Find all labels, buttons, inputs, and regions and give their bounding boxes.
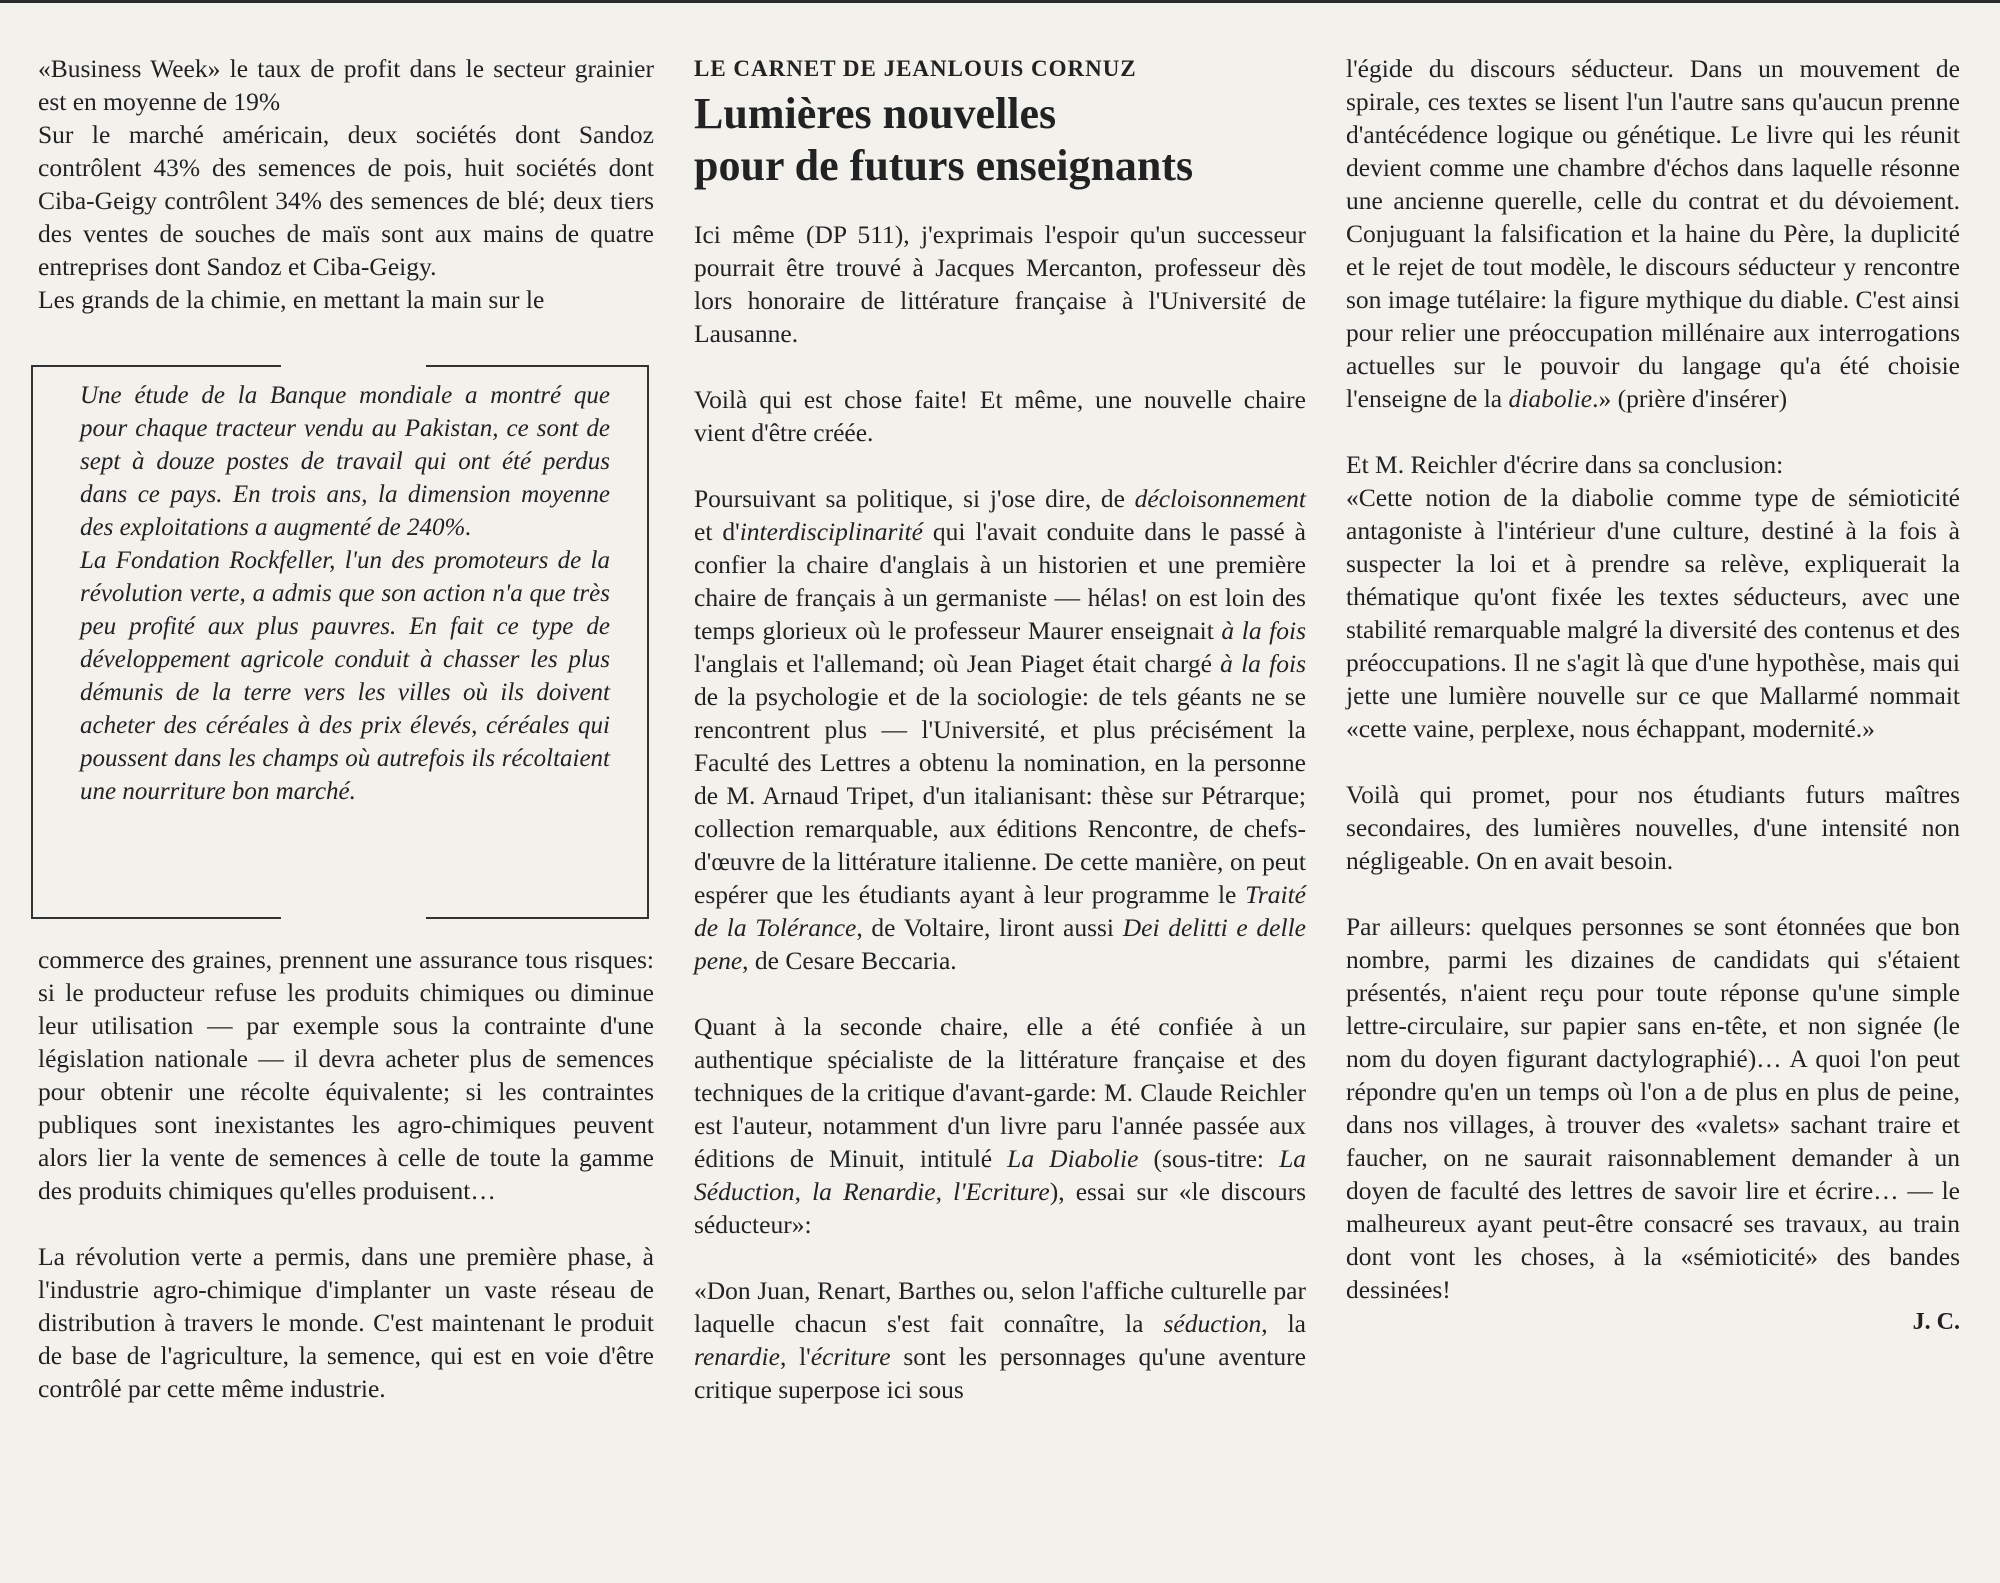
sidebar-box — [38, 349, 654, 943]
paragraph: Quant à la seconde chaire, elle a été confiée à un authentique spécialiste de la littérature française et des techniques de la critique d'avant-garde: M. Claude Reichler est l'auteur, notamment d'un livre paru l'année passée aux éditions de Minuit, intitulé La Diabolie (sous-titre: La Séduction, la Renardie, l'Ecriture), essai sur «le discours séducteur»: — [694, 1012, 1307, 1239]
paragraph: Voilà qui est chose faite! Et même, une nouvelle chaire vient d'être créée. — [694, 385, 1306, 447]
paragraph: Et M. Reichler d'écrire dans sa conclusion: — [1346, 450, 1784, 479]
column-left — [38, 52, 654, 1405]
paragraph: Voilà qui promet, pour nos étudiants futurs maîtres secondaires, des lumières nouvelles, d'une intensité non négligeable. On en avait besoin. — [1346, 780, 1960, 875]
frame-gap-bottom — [281, 915, 426, 921]
box-text — [80, 379, 610, 808]
paragraph: «Business Week» le taux de profit dans le secteur grainier est en moyenne de 19% — [38, 54, 654, 116]
headline-line-2: pour de futurs enseignants — [694, 141, 1194, 190]
paragraph: commerce des graines, prennent une assurance tous risques: si le producteur refuse les produits chimiques ou diminue leur utilisation — par exemple sous la contrainte d'une législation nationale — il devra acheter plus de semences pour obtenir une récolte équivalente; si les contraintes publiques sont inexistantes les agro-chimiques peuvent alors lier la vente de semences à celle de toute la gamme des produits chimiques qu'elles produisent… — [38, 945, 654, 1205]
top-rule — [0, 0, 2000, 3]
box-paragraph: La Fondation Rockfeller, l'un des promoteurs de la révolution verte, a admis que son action n'a que très peu profité aux plus pauvres. En fait ce type de développement agricole conduit à chasser les plus démunis de la terre vers les villes où ils doivent acheter des céréales à des prix élevés, céréales qui poussent dans les champs où autrefois ils récoltaient une nourriture bon marché. — [80, 547, 610, 805]
author-signature: J. C. — [1912, 1309, 1960, 1335]
paragraph: «Don Juan, Renart, Barthes ou, selon l'affiche culturelle par laquelle chacun s'est fait connaître, la séduction, la renardie, l'écriture sont les personnages qu'une aventure critique superpose ici sous — [694, 1276, 1306, 1404]
headline — [694, 88, 1306, 192]
column-middle — [694, 52, 1306, 1406]
paragraph: Poursuivant sa politique, si j'ose dire, de décloisonnement et d'interdisciplinarité qui l'avait conduite dans le passé à confier la chaire d'anglais à un historien et une première chaire de français à un germaniste — hélas! on est loin des temps glorieux où le professeur Maurer enseignait à la fois l'anglais et l'allemand; où Jean Piaget était chargé à la fois de la psychologie et de la sociologie: de tels géants ne se rencontrent plus — l'Université, et plus précisément la Faculté des Lettres a obtenu la nomination, en la personne de M. Arnaud Tripet, d'un italianisant: thèse sur Pétrarque; collection remarquable, aux éditions Rencontre, de chefs-d'œuvre de la littérature italienne. De cette manière, on peut espérer que les étudiants ayant à leur programme le Traité de la Tolérance, de Voltaire, liront aussi Dei delitti e delle pene, de Cesare Beccaria. — [694, 484, 1306, 975]
column-kicker: LE CARNET DE JEANLOUIS CORNUZ — [694, 56, 1137, 81]
spacer — [694, 192, 1306, 218]
frame-gap-top — [281, 363, 426, 369]
box-paragraph: Une étude de la Banque mondiale a montré que pour chaque tracteur vendu au Pakistan, ce sont de sept à douze postes de travail qui ont été perdus dans ce pays. En trois ans, la dimension moyenne des exploitations a augmenté de 240%. — [80, 382, 610, 541]
paragraph: «Cette notion de la diabolie comme type de sémioticité antagoniste à l'intérieur d'une culture, destiné à la fois à suspecter la loi et à prendre sa relève, expliquerait la thématique qu'ont fixée les textes séducteurs, avec une stabilité remarquable malgré la diversité des contenus et des préoccupations. Il ne s'agit là que d'une hypothèse, mais qui jette une lumière nouvelle sur ce que Mallarmé nommait «cette vaine, perplexe, nous échappant, modernité.» — [1346, 483, 1960, 743]
column-right — [1346, 52, 1960, 1339]
headline-line-1: Lumières nouvelles — [694, 89, 1057, 138]
paragraph: Les grands de la chimie, en mettant la main sur le — [38, 285, 545, 314]
paragraph: Sur le marché américain, deux sociétés dont Sandoz contrôlent 43% des semences de pois, huit sociétés dont Ciba-Geigy contrôlent 34% des semences de blé; deux tiers des ventes de souches de maïs sont aux mains de quatre entreprises dont Sandoz et Ciba-Geigy. — [38, 120, 654, 281]
paragraph: Ici même (DP 511), j'exprimais l'espoir qu'un successeur pourrait être trouvé à Jacques Mercanton, professeur dès lors honoraire de littérature française à l'Université de Lausanne. — [694, 220, 1306, 348]
paragraph: La révolution verte a permis, dans une première phase, à l'industrie agro-chimique d'implanter un vaste réseau de distribution à travers le monde. C'est maintenant le produit de base de l'agriculture, la semence, qui est en voie d'être contrôlé par cette même industrie. — [38, 1242, 654, 1403]
paragraph: l'égide du discours séducteur. Dans un mouvement de spirale, ces textes se lisent l'un l'autre sans qu'aucun prenne d'antécédence logique ou génétique. Le livre qui les réunit devient comme une chambre d'échos dans laquelle résonne une ancienne querelle, celle du contrat et du dévoiement. Conjuguant la falsification et la haine du Père, la duplicité et le rejet de tout modèle, le discours séducteur y rencontre son image tutélaire: la figure mythique du diable. C'est ainsi pour relier une préoccupation millénaire aux interrogations actuelles sur le pouvoir du langage qu'a été choisie l'enseigne de la diabolie.» (prière d'insérer) — [1346, 54, 1960, 413]
paragraph: Par ailleurs: quelques personnes se sont étonnées que bon nombre, parmi les dizaines de candidats qui s'étaient présentés, n'aient reçu pour toute réponse qu'une simple lettre-circulaire, sur papier sans en-tête, et non signée (le nom du doyen figurant dactylographié)… A quoi l'on peut répondre qu'en un temps où l'on a de plus en plus de peine, dans nos villages, à trouver des «valets» sachant traire et faucher, on ne saurait raisonnablement demander à un doyen de faculté des lettres de savoir lire et écrire… — le malheureux ayant peut-être consacré ses travaux, au train dont vont les choses, à la «sémioticité» des bandes dessinées! — [1346, 912, 1960, 1304]
